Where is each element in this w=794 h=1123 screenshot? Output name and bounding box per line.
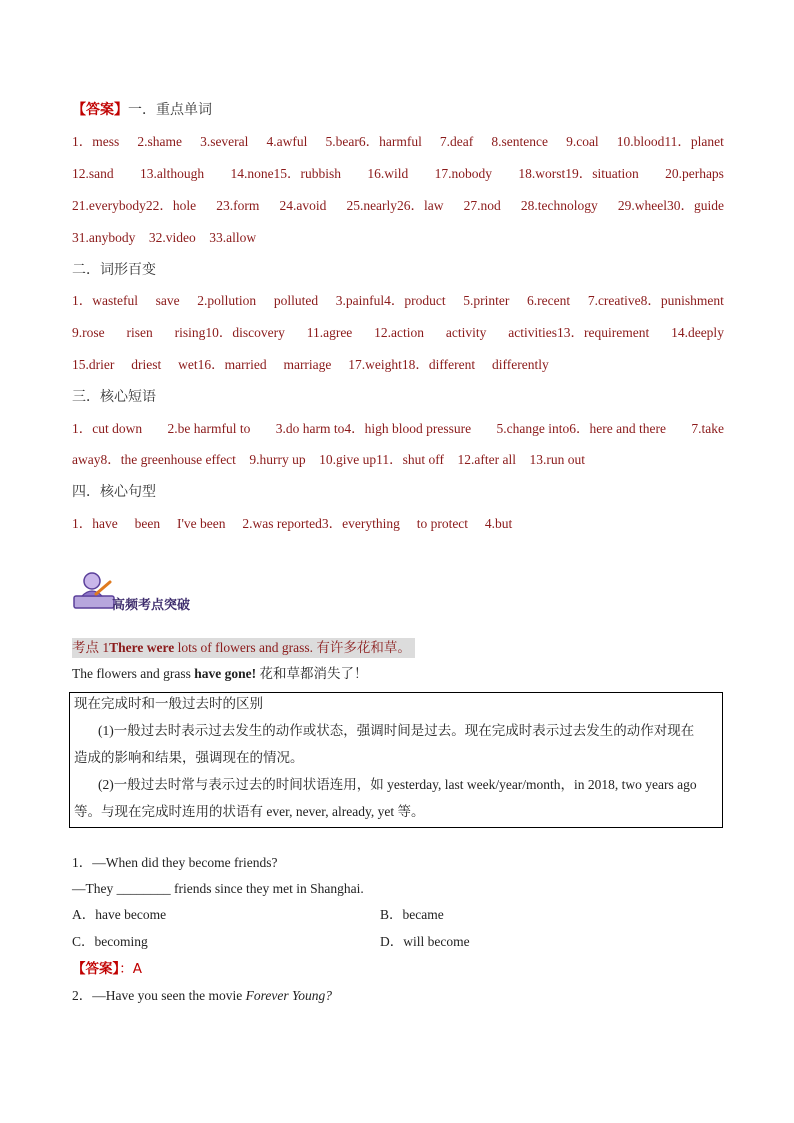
- phrase-item: 3.do harm to4．high blood pressure: [275, 421, 472, 436]
- word-item: 12.sand: [72, 166, 114, 181]
- q1-answer-value: ：A: [119, 961, 142, 977]
- section-title-words: 一．重点单词: [128, 102, 212, 118]
- box-title: 现在完成时和一般过去时的区别: [74, 696, 263, 711]
- box-p2a: (2)一般过去时常与表示过去的时间状语连用，如 yesterday, last week/year/month，in 2018, two years ago: [98, 777, 697, 792]
- word-item: 23.form: [216, 198, 260, 213]
- form-item: 6.recent: [527, 293, 571, 308]
- word-item: 16.wild: [367, 166, 409, 181]
- form-item: 3.painful4．product: [335, 293, 446, 308]
- box-p2b: 等。与现在完成时连用的状语有 ever, never, already, yet 等。: [74, 804, 425, 819]
- form-item: activities13．requirement: [508, 325, 650, 340]
- form-item: risen: [126, 325, 153, 340]
- section-title-sentences: 四．核心句型: [72, 484, 156, 500]
- q1-line2: —They ________ friends since they met in Shanghai.: [72, 881, 364, 896]
- word-row: [72, 165, 724, 183]
- point-sub-pre: The flowers and grass: [72, 666, 195, 681]
- teacher-pointer-icon: [72, 572, 116, 610]
- word-item: 13.although: [139, 166, 205, 181]
- word-item: 14.none15．rubbish: [230, 166, 342, 181]
- form-item: polluted: [273, 293, 319, 308]
- form-item: 11.agree: [306, 325, 353, 340]
- word-item: 7.deaf: [439, 134, 474, 149]
- point-highlight: [72, 638, 415, 658]
- q1-option-b: B．became: [380, 907, 444, 922]
- word-item: 20.perhaps: [665, 166, 724, 181]
- point-rest: lots of flowers and grass. 有许多花和草。: [174, 640, 411, 655]
- word-item: 3.several: [200, 134, 249, 149]
- q2-line1: [72, 987, 332, 1005]
- section-title-phrases: 三．核心短语: [72, 389, 156, 405]
- form-item: 2.pollution: [197, 293, 257, 308]
- phrase-item: 7.take: [691, 421, 724, 436]
- word-item: 8.sentence: [491, 134, 548, 149]
- word-item: 25.nearly26．law: [346, 198, 444, 213]
- word-item: 4.awful: [266, 134, 308, 149]
- form-row: [72, 324, 724, 342]
- word-item: 29.wheel30．guide: [617, 198, 724, 213]
- q1-option-d: D．will become: [380, 934, 470, 949]
- sentences-line: 1．have been I've been 2.was reported3．everything to protect 4.but: [72, 516, 513, 531]
- phrase-item: 5.change into6．here and there: [496, 421, 666, 436]
- form-item: 1．wasteful: [72, 293, 138, 308]
- point-sub-post: 花和草都消失了！: [256, 666, 368, 681]
- box-p1b: 造成的影响和结果，强调现在的情况。: [74, 750, 304, 765]
- answers-heading: [72, 101, 212, 119]
- word-item: 5.bear6．harmful: [325, 134, 422, 149]
- q1-answer-tag: 【答案】: [72, 961, 120, 977]
- forms-last-line: 15.drier driest wet16．married marriage 17.weight18．different differently: [72, 357, 549, 372]
- word-item: 21.everybody22．hole: [72, 198, 197, 213]
- form-item: 7.creative8．punishment: [587, 293, 724, 308]
- phrases-last-line: away8．the greenhouse effect 9.hurry up 10.give up11．shut off 12.after all 13.run out: [72, 452, 585, 467]
- word-item: 18.worst19．situation: [518, 166, 639, 181]
- q2-movie-title: Forever Young?: [245, 988, 332, 1003]
- q1-option-a: A．have become: [72, 907, 167, 922]
- badge-title: 高频考点突破: [112, 598, 191, 613]
- form-item: save: [155, 293, 180, 308]
- point-label: 考点 1: [72, 640, 110, 655]
- q1-option-c: C．becoming: [72, 934, 148, 949]
- q1-line1: 1．—When did they become friends?: [72, 855, 278, 870]
- form-item: activity: [445, 325, 487, 340]
- word-item: 17.nobody: [434, 166, 493, 181]
- form-item: 12.action: [374, 325, 425, 340]
- q1-answer: [72, 960, 142, 978]
- section-title-forms: 二．词形百变: [72, 262, 156, 278]
- words-last-line: 31.anybody 32.video 33.allow: [72, 230, 257, 245]
- box-p1a: (1)一般过去时表示过去发生的动作或状态，强调时间是过去。现在完成时表示过去发生的动作对现在: [98, 723, 695, 738]
- phrase-item: 1．cut down: [72, 421, 143, 436]
- phrase-item: 2.be harmful to: [167, 421, 251, 436]
- grammar-box: [69, 692, 723, 828]
- word-row: [72, 133, 724, 151]
- form-item: 9.rose: [72, 325, 105, 340]
- answer-tag: 【答案】: [72, 102, 128, 118]
- word-item: 24.avoid: [279, 198, 327, 213]
- form-item: 14.deeply: [671, 325, 724, 340]
- word-item: 1．mess: [72, 134, 120, 149]
- word-item: 28.technology: [520, 198, 598, 213]
- q2-pre: 2．—Have you seen the movie: [72, 988, 246, 1003]
- point-subline: [72, 665, 367, 683]
- point-bold: There were: [109, 640, 175, 655]
- form-item: rising10．discovery: [174, 325, 285, 340]
- word-item: 9.coal: [566, 134, 599, 149]
- form-row: [72, 292, 724, 310]
- word-item: 2.shame: [137, 134, 182, 149]
- word-item: 10.blood11．planet: [616, 134, 724, 149]
- word-row: [72, 197, 724, 215]
- point-sub-bold: have gone!: [194, 666, 257, 681]
- form-item: 5.printer: [463, 293, 510, 308]
- phrase-row: [72, 420, 724, 438]
- word-item: 27.nod: [463, 198, 501, 213]
